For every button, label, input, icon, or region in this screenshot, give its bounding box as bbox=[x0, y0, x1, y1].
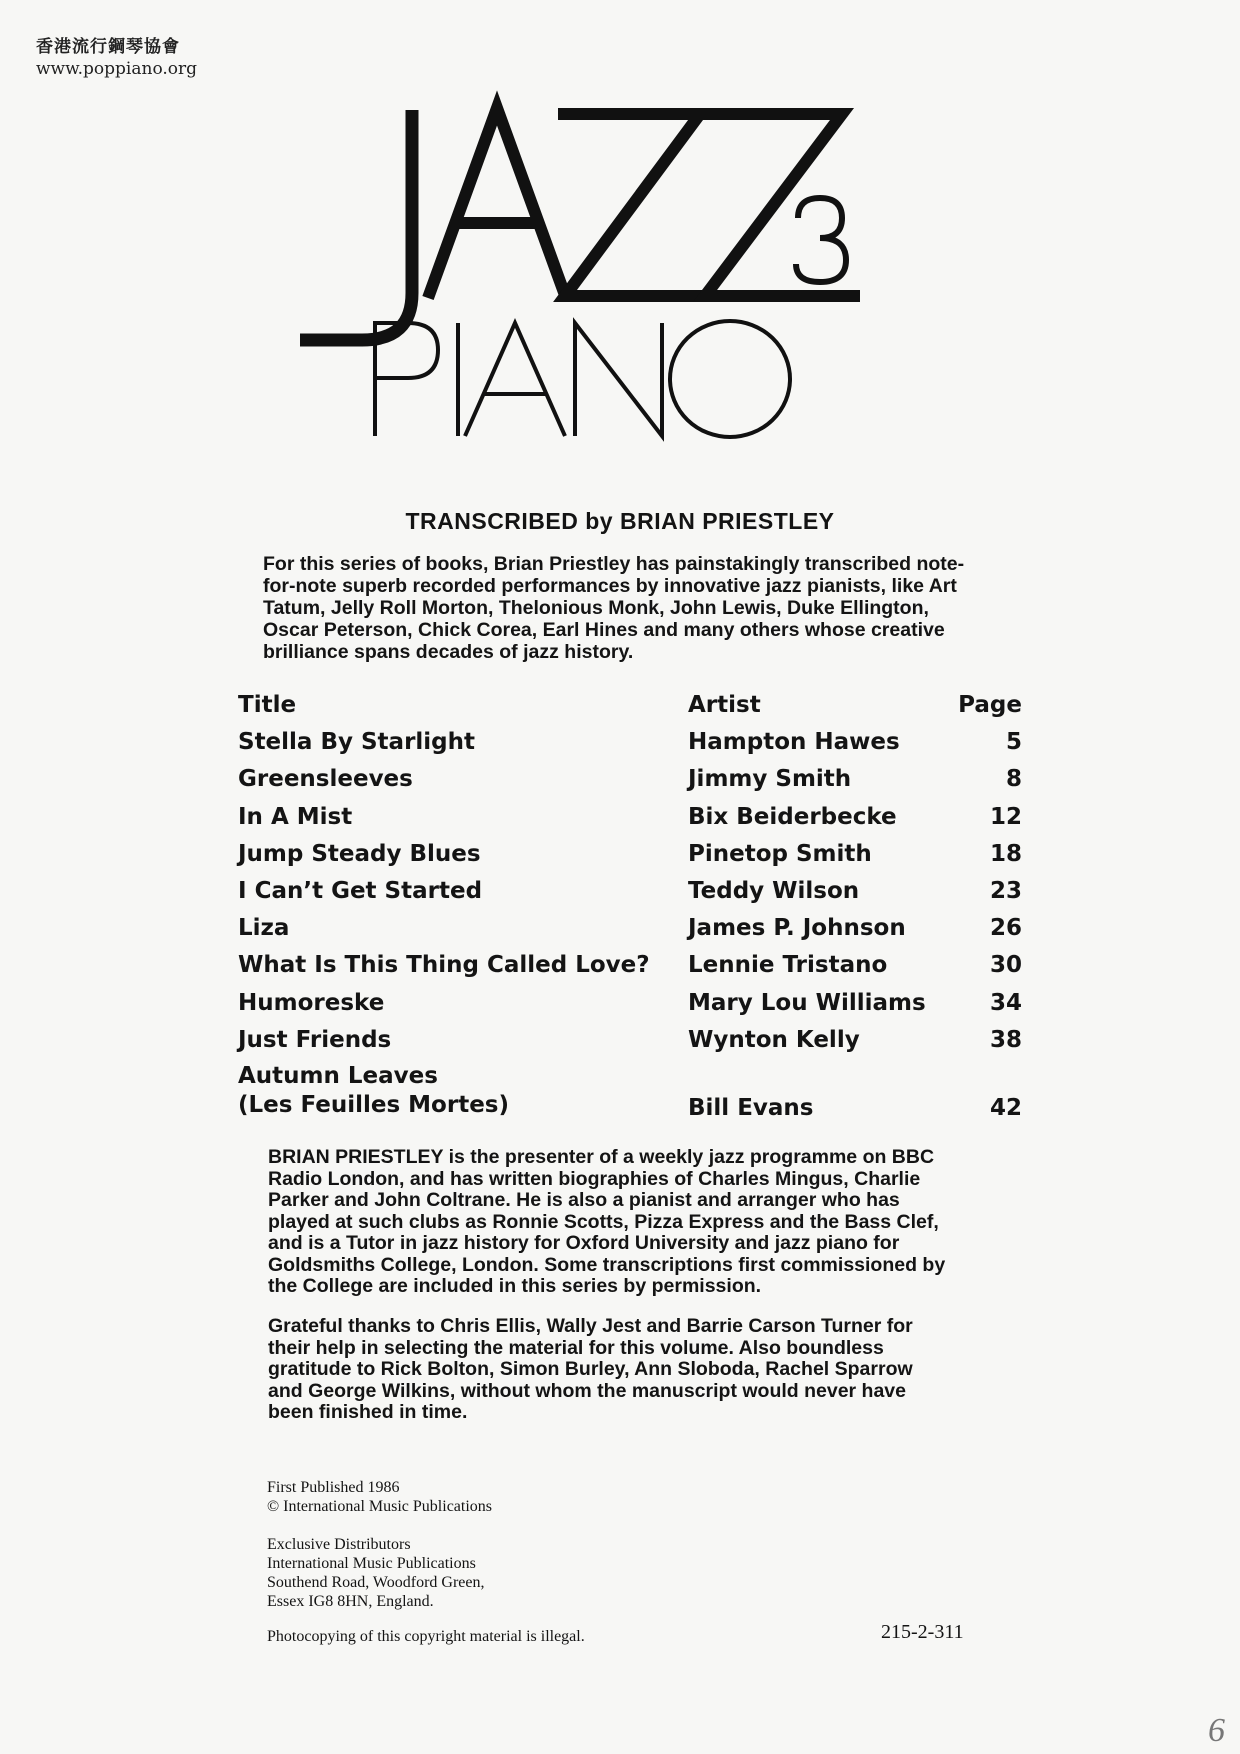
contents-row bbox=[238, 986, 1038, 1023]
watermark bbox=[36, 36, 197, 80]
song-page: 26 bbox=[989, 915, 1022, 942]
song-title bbox=[238, 1062, 509, 1120]
song-title: Just Friends bbox=[238, 1026, 392, 1053]
song-title: Humoreske bbox=[238, 989, 385, 1016]
intro-line: for-note superb recorded performances by innovative jazz pianists, like Art bbox=[263, 575, 957, 597]
song-page: 38 bbox=[989, 1026, 1022, 1053]
song-artist: Pinetop Smith bbox=[688, 840, 872, 867]
song-artist: Bill Evans bbox=[688, 1094, 814, 1121]
intro-line: For this series of books, Brian Priestley has painstakingly transcribed note- bbox=[263, 553, 965, 575]
contents-row bbox=[238, 837, 1038, 874]
distributor-info bbox=[267, 1535, 485, 1611]
bio-line: the College are included in this series by permission. bbox=[268, 1275, 762, 1297]
bio-line: Radio London, and has written biographies of Charles Mingus, Charlie bbox=[268, 1167, 921, 1190]
thanks-line: Grateful thanks to Chris Ellis, Wally Jest and Barrie Carson Turner for bbox=[268, 1315, 913, 1337]
song-title: What Is This Thing Called Love? bbox=[238, 952, 650, 979]
distributor-line: Essex IG8 8HN, England. bbox=[267, 1593, 434, 1610]
song-page: 12 bbox=[989, 803, 1022, 830]
song-title: Greensleeves bbox=[238, 766, 413, 793]
song-title: Jump Steady Blues bbox=[238, 840, 481, 867]
song-title-line: Autumn Leaves bbox=[238, 1062, 438, 1089]
thanks-line: been finished in time. bbox=[268, 1401, 468, 1423]
thanks-line: their help in selecting the material for this volume. Also boundless bbox=[268, 1336, 884, 1359]
song-page: 8 bbox=[1005, 766, 1022, 793]
intro-line: Oscar Peterson, Chick Corea, Earl Hines and many others whose creative bbox=[263, 619, 945, 641]
acknowledgements bbox=[268, 1316, 1068, 1424]
watermark-url: www.poppiano.org bbox=[36, 59, 198, 79]
handwritten-page-mark: 6 bbox=[1208, 1712, 1225, 1749]
copyright-notice: Photocopying of this copyright material is illegal. bbox=[267, 1628, 585, 1645]
contents-row bbox=[238, 948, 1038, 985]
first-published: First Published 1986 bbox=[267, 1479, 400, 1496]
song-artist: Mary Lou Williams bbox=[688, 989, 926, 1016]
title-volume-number bbox=[796, 198, 846, 282]
song-page: 23 bbox=[989, 877, 1022, 904]
contents-row bbox=[238, 911, 1038, 948]
song-page: 30 bbox=[989, 952, 1022, 979]
thanks-line: and George Wilkins, without whom the manuscript would never have bbox=[268, 1379, 906, 1402]
header-artist: Artist bbox=[688, 692, 761, 718]
header-title: Title bbox=[238, 692, 297, 718]
song-artist: Teddy Wilson bbox=[688, 877, 860, 904]
song-artist: Hampton Hawes bbox=[688, 729, 900, 756]
title-word-piano bbox=[375, 321, 790, 437]
contents-table bbox=[238, 688, 1038, 1130]
song-artist: James P. Johnson bbox=[688, 915, 906, 942]
distributor-line: Southend Road, Woodford Green, bbox=[267, 1574, 485, 1591]
intro-paragraph bbox=[263, 553, 1063, 663]
song-page: 34 bbox=[989, 989, 1022, 1016]
song-artist: Lennie Tristano bbox=[688, 952, 888, 979]
song-page: 5 bbox=[1005, 729, 1022, 756]
contents-row bbox=[238, 800, 1038, 837]
song-title: Liza bbox=[238, 915, 290, 942]
song-title-line: (Les Feuilles Mortes) bbox=[238, 1091, 509, 1118]
song-artist: Jimmy Smith bbox=[688, 766, 852, 793]
contents-row bbox=[238, 874, 1038, 911]
title-letter-z1 bbox=[558, 114, 720, 296]
bio-line: and is a Tutor in jazz history for Oxford University and jazz piano for bbox=[268, 1232, 900, 1254]
song-page: 42 bbox=[989, 1094, 1022, 1121]
contents-row bbox=[238, 1023, 1038, 1060]
distributor-line: Exclusive Distributors bbox=[267, 1536, 411, 1553]
title-logo-art bbox=[300, 88, 960, 498]
song-title: I Can’t Get Started bbox=[238, 877, 483, 904]
distributor-line: International Music Publications bbox=[267, 1555, 476, 1572]
title-letter-j bbox=[300, 110, 412, 340]
intro-line: Tatum, Jelly Roll Morton, Thelonious Monk, John Lewis, Duke Ellington, bbox=[263, 597, 929, 619]
copyright-line: © International Music Publications bbox=[267, 1498, 493, 1515]
song-title: Stella By Starlight bbox=[238, 729, 476, 756]
song-artist: Bix Beiderbecke bbox=[688, 803, 897, 830]
author-bio bbox=[268, 1147, 1068, 1298]
intro-line: brilliance spans decades of jazz history. bbox=[263, 641, 634, 663]
watermark-chinese-text: 香港流行鋼琴協會 bbox=[36, 37, 180, 57]
thanks-line: gratitude to Rick Bolton, Simon Burley, Ann Sloboda, Rachel Sparrow bbox=[268, 1358, 913, 1380]
header-page: Page bbox=[958, 692, 1022, 718]
song-page: 18 bbox=[989, 840, 1022, 867]
catalogue-number: 215-2-311 bbox=[881, 1621, 964, 1643]
bio-line: BRIAN PRIESTLEY is the presenter of a weekly jazz programme on BBC bbox=[268, 1146, 935, 1168]
title-letter-a bbox=[428, 108, 566, 298]
song-artist: Wynton Kelly bbox=[688, 1026, 860, 1053]
contents-row bbox=[238, 725, 1038, 762]
song-title: In A Mist bbox=[238, 803, 353, 830]
title-logo bbox=[300, 88, 960, 498]
bio-line: played at such clubs as Ronnie Scotts, Pizza Express and the Bass Clef, bbox=[268, 1210, 939, 1233]
publication-info bbox=[267, 1478, 492, 1516]
bio-line: Parker and John Coltrane. He is also a pianist and arranger who has bbox=[268, 1189, 900, 1211]
bio-line: Goldsmiths College, London. Some transcriptions first commissioned by bbox=[268, 1253, 946, 1276]
contents-header-row bbox=[238, 688, 1038, 725]
contents-row bbox=[238, 1060, 1038, 1130]
subtitle: TRANSCRIBED by BRIAN PRIESTLEY bbox=[405, 508, 835, 534]
contents-row bbox=[238, 762, 1038, 799]
